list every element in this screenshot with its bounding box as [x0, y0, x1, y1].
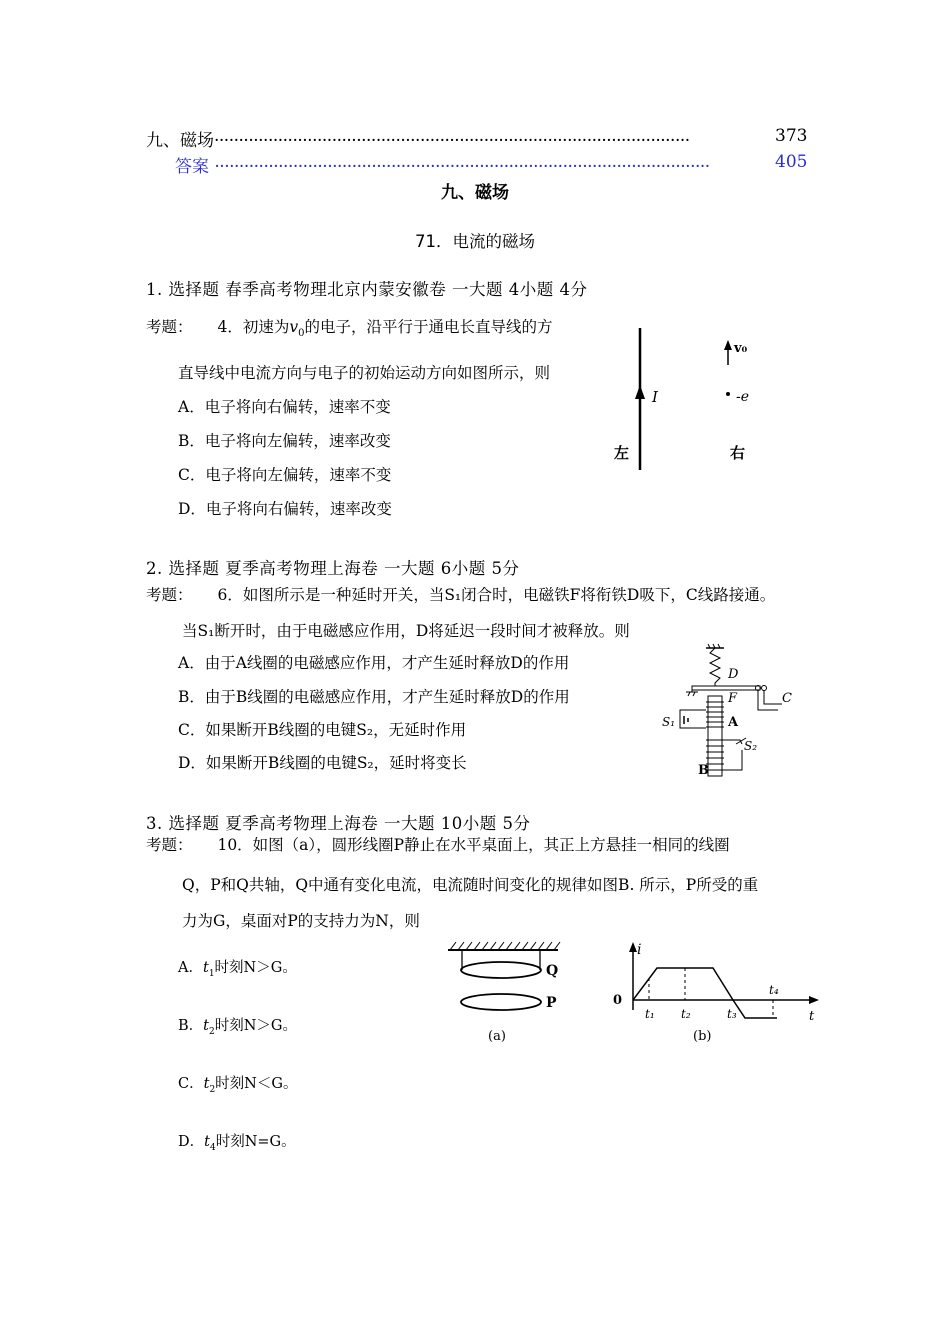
- left-label: 左: [614, 444, 630, 462]
- toc-page-number: 373: [775, 126, 808, 146]
- option-d[interactable]: D．如果断开B线圈的电键S₂，延时将变长: [178, 754, 467, 772]
- question-stem: 考题： 6．如图所示是一种延时开关，当S₁闭合时，电磁铁F将衔铁D吸下，C线路接通。: [146, 586, 776, 604]
- question-stem-line: 当S₁断开时，由于电磁感应作用，D将延迟一段时间才被释放。则: [182, 622, 630, 640]
- question-stem: 考题： 10．如图（a），圆形线圈P静止在水平桌面上，其正上方悬挂一相同的线圈: [146, 836, 730, 854]
- option-b[interactable]: B．电子将向左偏转，速率改变: [178, 432, 391, 450]
- option-a[interactable]: A．由于A线圈的电磁感应作用，才产生延时释放D的作用: [178, 654, 570, 672]
- option-d[interactable]: D．电子将向右偏转，速率改变: [178, 500, 392, 518]
- option-b[interactable]: B．$t_2$时刻N＞G。: [178, 1018, 297, 1037]
- figure-caption: (b): [693, 1029, 712, 1044]
- right-label: 右: [730, 444, 746, 462]
- current-arrow-icon: [635, 385, 645, 399]
- current-label: I: [652, 388, 658, 406]
- spring-icon: [710, 648, 720, 688]
- question-header: 1. 选择题 春季高考物理北京内蒙安徽卷 一大题 4小题 4分: [146, 280, 588, 299]
- question-header: 2. 选择题 夏季高考物理上海卷 一大题 6小题 5分: [146, 559, 520, 578]
- i-axis-label: i: [637, 942, 642, 958]
- coil-p: [461, 994, 541, 1010]
- circuit-c-label: C: [782, 691, 792, 706]
- kaoti-label: 考题：: [146, 318, 193, 336]
- coil-p-label: P: [546, 995, 557, 1011]
- switch-s1-label: S₁: [662, 715, 676, 729]
- option-c[interactable]: C．如果断开B线圈的电键S₂，无延时作用: [178, 721, 467, 739]
- tick-t2: t₂: [681, 1007, 691, 1021]
- electron-label: -e: [736, 389, 750, 405]
- question-stem: 考题： 4．初速为$v_0$的电子，沿平行于通电长直导线的方: [146, 318, 553, 340]
- t-axis-arrow-icon: [809, 996, 819, 1004]
- tick-t4: t₄: [769, 983, 779, 997]
- toc-entry-label: 九、磁场: [146, 131, 214, 151]
- coil-q: [461, 962, 541, 978]
- figure-coils-a: [440, 938, 575, 1048]
- velocity-label: v₀: [734, 341, 748, 356]
- i-axis-arrow-icon: [629, 942, 637, 952]
- question-stem-line: Q，P和Q共轴，Q中通有变化电流，电流随时间变化的规律如图B. 所示，P所受的重: [182, 876, 759, 894]
- toc-entry-label: 答案: [175, 157, 209, 177]
- subsection-title: 71．电流的磁场: [415, 232, 535, 251]
- question-header: 3. 选择题 夏季高考物理上海卷 一大题 10小题 5分: [146, 814, 531, 833]
- tick-t1: t₁: [645, 1007, 655, 1021]
- question-stem-line: 直导线中电流方向与电子的初始运动方向如图所示，则: [178, 364, 551, 382]
- figure-caption: (a): [488, 1029, 506, 1044]
- option-d[interactable]: D．$t_4$时刻N=G。: [178, 1134, 296, 1153]
- option-b[interactable]: B．由于B线圈的电磁感应作用，才产生延时释放D的作用: [178, 688, 570, 706]
- figure-delay-switch: [658, 640, 808, 780]
- electron-dot: [726, 392, 730, 396]
- kaoti-label: 考题：: [146, 836, 193, 854]
- option-c[interactable]: C．电子将向左偏转，速率不变: [178, 466, 392, 484]
- toc-page-number: 405: [775, 152, 808, 172]
- toc-leader-dots: ·································································································: [214, 131, 690, 151]
- t-axis-label: t: [809, 1009, 815, 1024]
- question-stem-line: 力为G，桌面对P的支持力为N，则: [182, 912, 420, 930]
- electromagnet-label: F: [728, 691, 738, 706]
- section-title: 九、磁场: [441, 183, 509, 203]
- armature-label: D: [728, 667, 739, 682]
- tick-t3: t₃: [727, 1007, 737, 1021]
- toc-entry-answers[interactable]: [175, 152, 710, 177]
- switch-s2-label: S₂: [744, 739, 758, 753]
- toc-entry-magnetism[interactable]: [146, 126, 690, 151]
- figure-wire-electron: [600, 320, 800, 480]
- origin-label: 0: [613, 993, 623, 1008]
- figure-current-graph-b: [605, 938, 825, 1048]
- option-a[interactable]: A．$t_1$时刻N＞G。: [178, 960, 297, 979]
- coil-q-label: Q: [546, 963, 559, 979]
- velocity-arrow-icon: [724, 340, 732, 350]
- coil-a-label: A: [728, 715, 739, 730]
- option-a[interactable]: A．电子将向右偏转，速率不变: [178, 398, 391, 416]
- coil-b-label: B: [698, 763, 709, 778]
- armature-bar: [692, 686, 760, 690]
- kaoti-label: 考题：: [146, 586, 193, 604]
- toc-leader-dots: ·····································································································: [214, 157, 710, 177]
- option-c[interactable]: C．$t_2$时刻N＜G。: [178, 1076, 298, 1095]
